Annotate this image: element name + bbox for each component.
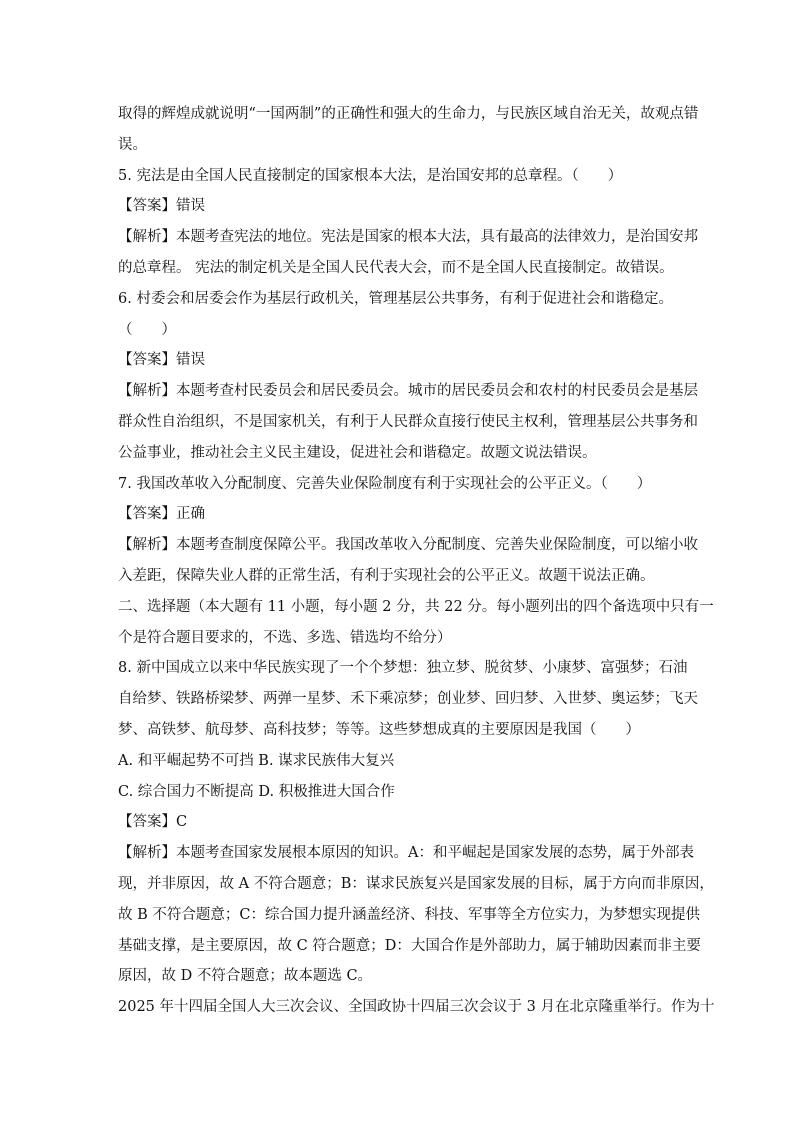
- question-5-stem: 5. 宪法是由全国人民直接制定的国家根本大法，是治国安邦的总章程。（ ）: [118, 167, 623, 184]
- section-heading: 个是符合题目要求的，不选、多选、错选均不给分）: [118, 629, 452, 646]
- answer-label: 【答案】错误: [118, 352, 205, 369]
- answer-label: 【答案】C: [118, 814, 188, 831]
- document-body: [118, 99, 715, 1023]
- analysis-text: 【解析】本题考查国家发展根本原因的知识。A：和平崛起是国家发展的态势，属于外部表: [118, 845, 694, 862]
- question-8-stem: 梦、高铁梦、航母梦、高科技梦；等等。这些梦想成真的主要原因是我国（ ）: [118, 721, 640, 738]
- text-line: 2025 年十四届全国人大三次会议、全国政协十四届三次会议于 3 月在北京隆重举行。作为十: [118, 999, 715, 1016]
- analysis-text: 【解析】本题考查村民委员会和居民委员会。城市的居民委员会和农村的村民委员会是基层: [118, 383, 698, 400]
- analysis-text: 的总章程。 宪法的制定机关是全国人民代表大会，而不是全国人民直接制定。故错误。: [118, 259, 674, 276]
- answer-label: 【答案】正确: [118, 506, 205, 523]
- question-8-stem: 8. 新中国成立以来中华民族实现了一个个梦想：独立梦、脱贫梦、小康梦、富强梦；石油: [118, 660, 688, 677]
- analysis-text: 【解析】本题考查宪法的地位。宪法是国家的根本大法，具有最高的法律效力，是治国安邦: [118, 229, 698, 246]
- text-line: 取得的辉煌成就说明“一国两制”的正确性和强大的生命力，与民族区域自治无关，故观点错: [118, 106, 699, 122]
- question-8-options-cd: C. 综合国力不断提高 D. 积极推进大国合作: [118, 783, 395, 800]
- question-7-stem: 7. 我国改革收入分配制度、完善失业保险制度有利于实现社会的公平正义。（ ）: [118, 475, 652, 492]
- question-6-stem: 6. 村委会和居委会作为基层行政机关，管理基层公共事务，有利于促进社会和谐稳定。: [118, 290, 673, 307]
- analysis-text: 故 B 不符合题意；C：综合国力提升涵盖经济、科技、军事等全方位实力，为梦想实现提供: [118, 906, 700, 923]
- analysis-text: 入差距，保障失业人群的正常生活，有利于实现社会的公平正义。故题干说法正确。: [118, 567, 655, 584]
- text-line: 误。: [118, 136, 147, 153]
- analysis-text: 现，并非原因，故 A 不符合题意；B：谋求民族复兴是国家发展的目标，属于方向而非原因，: [118, 875, 714, 892]
- analysis-text: 群众性自治组织，不是国家机关，有利于人民群众直接行使民主权利，管理基层公共事务和: [118, 413, 698, 430]
- analysis-text: 原因，故 D 不符合题意；故本题选 C。: [118, 968, 373, 985]
- question-8-options-ab: A. 和平崛起势不可挡 B. 谋求民族伟大复兴: [118, 752, 395, 769]
- question-6-bracket: （ ）: [118, 321, 176, 338]
- analysis-text: 基础支撑，是主要原因，故 C 符合题意；D：大国合作是外部助力，属于辅助因素而非主要: [118, 937, 701, 954]
- question-8-stem: 自给梦、铁路桥梁梦、两弹一星梦、禾下乘凉梦；创业梦、回归梦、入世梦、奥运梦；飞天: [118, 691, 698, 708]
- answer-label: 【答案】错误: [118, 198, 205, 215]
- analysis-text: 公益事业，推动社会主义民主建设，促进社会和谐稳定。故题文说法错误。: [118, 444, 597, 461]
- section-heading: 二、选择题（本大题有 11 小题，每小题 2 分，共 22 分。每小题列出的四个备选项中只有一: [118, 598, 714, 615]
- analysis-text: 【解析】本题考查制度保障公平。我国改革收入分配制度、完善失业保险制度，可以缩小收: [118, 537, 698, 554]
